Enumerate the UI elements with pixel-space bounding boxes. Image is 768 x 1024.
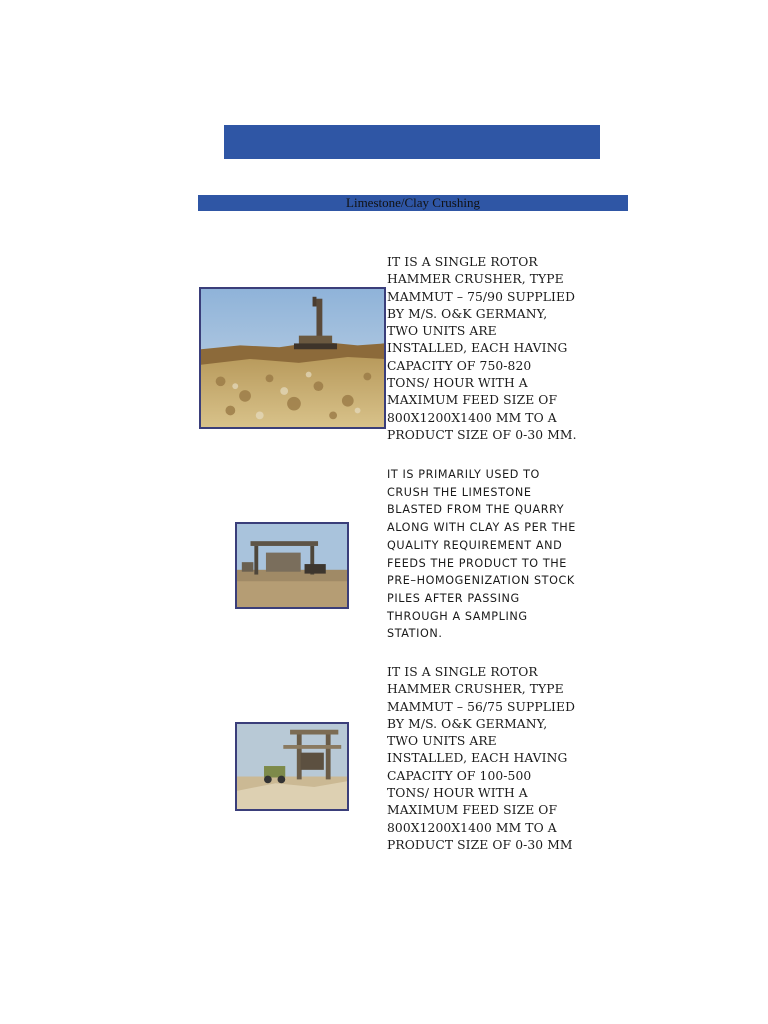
crusher-structure-photo [235, 722, 349, 811]
section-heading [198, 195, 628, 211]
section-heading-label: Limestone/Clay Crushing [346, 195, 480, 210]
paragraph-crusher-56-75: IT IS A SINGLE ROTOR HAMMER CRUSHER, TYPE MAMMUT – 56/75 SUPPLIED BY M/S. O&K GERMANY, TWO UNITS ARE INSTALLED, EACH HAVING CAPACITY OF 100-500 TONS/ HOUR WITH A MAXIMUM FEED SIZE OF 800X1200X1400 MM TO A PRODUCT SIZE OF 0-30 MM [387, 665, 576, 852]
paragraph-crusher-75-90: IT IS A SINGLE ROTOR HAMMER CRUSHER, TYPE MAMMUT – 75/90 SUPPLIED BY M/S. O&K GERMANY, TWO UNITS ARE INSTALLED, EACH HAVING CAPACITY OF 750-820 TONS/ HOUR WITH A MAXIMUM FEED SIZE OF 800X1200X1400 MM TO A PRODUCT SIZE OF 0-30 MM. [387, 255, 577, 442]
paragraph-crusher-usage: IT IS PRIMARILY USED TO CRUSH THE LIMESTONE BLASTED FROM THE QUARRY ALONG WITH CLAY AS PER THE QUALITY REQUIREMENT AND FEEDS THE PRODUCT TO THE PRE–HOMOGENIZATION STOCK PILES AFTER PASSING THROUGH A SAMPLING STATION. [387, 468, 576, 641]
title-banner [224, 125, 600, 159]
quarry-drill-photo [199, 287, 386, 429]
crusher-building-photo [235, 522, 349, 609]
